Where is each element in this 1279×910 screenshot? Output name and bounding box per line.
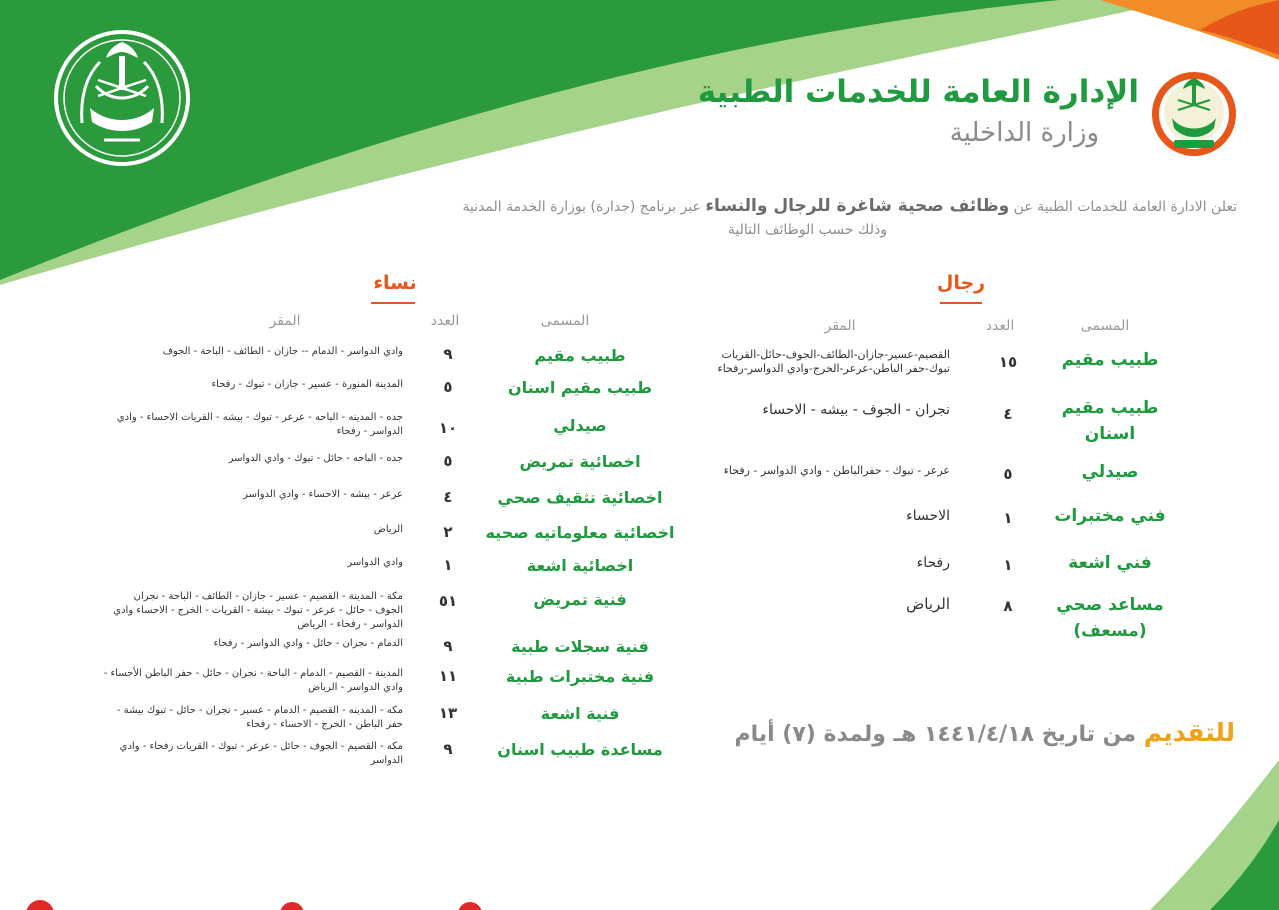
men-job-count: ٨ <box>1003 597 1013 615</box>
women-job-location: الرياض <box>373 524 403 535</box>
men-job-count: ٤ <box>1003 405 1013 423</box>
women-job-count: ٤ <box>443 488 453 506</box>
intro-line-1 <box>297 196 1237 216</box>
women-header-name: المسمى <box>540 313 590 329</box>
women-section-title: نساء <box>373 272 417 294</box>
men-title-underline <box>940 302 982 304</box>
men-job-location: القصيم-عسير-جازان-الطائف-الجوف-حائل-القريات تبوك-حفر الباطن-عرعر-الخرج-وادي الدواسر-رفحاء <box>717 348 950 375</box>
men-job-location: نجران - الجوف - بيشه - الاحساء <box>762 402 950 418</box>
women-job-location: عرعر - بيشه - الاحساء - وادي الدواسر <box>243 489 403 500</box>
men-job-location: الاحساء <box>906 508 950 524</box>
men-job-title: طبيب مقيم <box>1061 350 1159 370</box>
women-job-title: طبيب مقيم اسنان <box>507 378 653 397</box>
men-job-location: عرعر - تبوك - حفرالباطن - وادي الدواسر - رفحاء <box>723 464 950 477</box>
intro-text-bold: وظائف صحية شاغرة للرجال والنساء <box>705 196 1010 216</box>
women-title-underline <box>371 302 415 304</box>
women-job-count: ١١ <box>438 667 458 685</box>
men-job-title: صيدلي <box>1081 462 1139 482</box>
women-job-title: فنية مختبرات طبية <box>505 667 655 686</box>
women-job-count: ٩ <box>443 740 453 758</box>
women-job-count: ٥١ <box>438 592 458 610</box>
men-job-title: مساعد صحي (مسعف) <box>1056 595 1164 641</box>
women-job-location: المدينة المنورة - عسير - جازان - تبوك - رفحاء <box>211 379 403 390</box>
women-job-title: اخصائية تثقيف صحي <box>497 488 663 507</box>
women-job-location: جده - الباحه - حائل - تبوك - وادي الدواسر <box>228 453 403 464</box>
women-job-count: ٥ <box>443 378 453 396</box>
women-job-title: اخصائية معلوماتيه صحيه <box>485 523 675 542</box>
women-job-location: وادي الدواسر <box>347 557 403 568</box>
women-job-count: ٢ <box>443 523 453 541</box>
women-job-title: فنية اشعة <box>540 704 620 723</box>
men-job-title: طبيب مقيم اسنان <box>1061 398 1159 444</box>
men-job-title: فني اشعة <box>1068 553 1152 573</box>
women-job-location: المدينة - القصيم - الدمام - الباحة - نجران - حائل - حفر الباطن الأحساء - وادي الدواسر - الرياض <box>103 668 403 693</box>
men-section-title: رجال <box>936 272 986 294</box>
women-job-title: اخصائية اشعة <box>526 556 634 575</box>
women-job-location: وادي الدواسر - الدمام -- جازان - الطائف - الباحة - الجوف <box>162 346 403 357</box>
women-job-location: الدمام - نجران - حائل - وادي الدواسر - رفحاء <box>213 638 403 649</box>
women-job-title: اخصائية تمريض <box>519 452 641 471</box>
intro-text-part2: عبر برنامج (جدارة) بوزارة الخدمة المدنية <box>462 199 706 215</box>
intro-line-2: وذلك حسب الوظائف التالية <box>727 222 887 238</box>
women-job-title: فنية سجلات طبية <box>511 637 649 656</box>
women-job-title: مساعدة طبيب اسنان <box>497 740 663 759</box>
medical-services-logo-icon <box>1150 70 1238 158</box>
apply-notice <box>734 718 1235 747</box>
header-subtitle: وزارة الداخلية <box>949 118 1099 148</box>
women-job-title: طبيب مقيم <box>534 346 626 365</box>
men-header-count: العدد <box>985 318 1015 334</box>
women-job-title: صيدلي <box>553 416 607 435</box>
women-job-location: مكه - القصيم - الجوف - حائل - عرعر - تبوك - القريات رفحاء - وادي الدواسر <box>119 741 403 766</box>
women-job-location: مكة - المدينة - القصيم - عسير - جازان - الطائف - الباحة - نجران الجوف - حائل - عرعر - تبوك - بيشة - القريات - الخرج - الاحساء وادي الدواسر - رفحاء - الرياض <box>113 591 403 630</box>
ministry-emblem-icon <box>52 28 192 168</box>
women-job-title: فنية تمريض <box>533 590 627 609</box>
apply-text: من تاريخ ١٤٤١/٤/١٨ هـ ولمدة (٧) أيام <box>734 722 1144 747</box>
women-job-count: ١٣ <box>438 704 458 722</box>
women-job-count: ٥ <box>443 452 453 470</box>
women-header-count: العدد <box>430 313 460 329</box>
men-job-count: ٥ <box>1003 465 1013 483</box>
men-job-count: ١ <box>1003 509 1013 527</box>
men-header-name: المسمى <box>1080 318 1130 334</box>
women-job-count: ١٠ <box>438 419 458 437</box>
men-header-location: المقر <box>824 318 856 334</box>
men-job-title: فني مختبرات <box>1054 506 1166 526</box>
men-job-location: الرياض <box>906 595 950 613</box>
men-job-count: ١ <box>1003 556 1013 574</box>
women-job-location: جده - المدينه - الباحه - عرعر - تبوك - بيشه - القريات الاحساء - وادي الدواسر - رفحاء <box>116 412 403 437</box>
men-job-count: ١٥ <box>998 353 1018 371</box>
intro-text-part1: تعلن الادارة العامة للخدمات الطبية عن <box>1009 199 1237 215</box>
women-job-location: مكه - المدينه - القصيم - الدمام - عسير - نجران - حائل - تبوك بيشة - حفر الباطن - الخرج - الاحساء - رفحاء <box>116 705 403 730</box>
women-job-count: ٩ <box>443 637 453 655</box>
women-header-location: المقر <box>269 313 301 329</box>
header-title: الإدارة العامة للخدمات الطبية <box>697 74 1139 110</box>
men-job-location: رفحاء <box>916 555 950 571</box>
apply-highlight: للتقديم <box>1143 718 1235 747</box>
women-job-count: ١ <box>443 556 453 574</box>
women-job-count: ٩ <box>443 345 453 363</box>
